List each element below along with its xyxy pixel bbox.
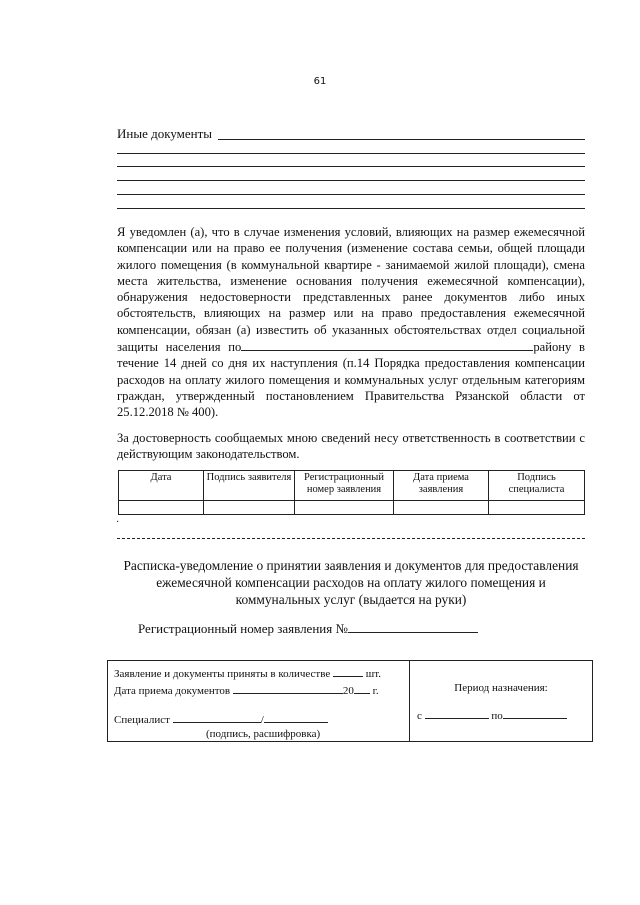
period-row	[417, 706, 567, 722]
accepted-unit: шт.	[365, 668, 381, 680]
notice-text-by: по	[228, 340, 242, 355]
column-specialist-signature: Подпись специалиста	[489, 471, 585, 501]
column-date: Дата	[119, 471, 204, 501]
blank-line	[117, 166, 585, 167]
notice-text-part1: Я уведомлен (а), что в случае изменения условий, влияющих на размер ежемесячной компенсации или на право ее получения (изменение состава семьи, общей площади жилого помещения (в коммунальной квартире - занимаемой жилой площади), смена места жительства, изменение основания получения ежемесячной компенсации), обнаружения недостоверности представленных ранее документов либо иных обстоятельств, влияющих на размер или на право предоставления ежемесячной компенсации, обязан (а) известить об указанных обстоятельствах отдел социальной защиты населения	[117, 225, 585, 355]
accepted-label: Заявление и документы приняты в количестве	[114, 668, 331, 680]
table-cell	[119, 501, 204, 515]
notice-paragraph	[117, 224, 585, 421]
other-documents-label: Иные документы	[117, 126, 213, 141]
receipt-box-right	[410, 661, 592, 741]
registration-number-line	[138, 620, 478, 637]
district-blank	[241, 338, 533, 351]
notice-text-part2: району в течение 14 дней со дня их наступления (п.14 Порядка предоставления компенсации расходов на оплату жилого помещения и коммунальных услуг отдельным категориям граждан, утвержденный постановлением Правительства Рязанской области от 25.12.2018 № 400).	[117, 340, 585, 420]
table-cell	[204, 501, 295, 515]
column-applicant-signature: Подпись заявителя	[204, 471, 295, 501]
signature-table	[118, 470, 585, 515]
receipt-box	[107, 660, 593, 742]
table-cell	[295, 501, 394, 515]
registration-number-label: Регистрационный номер заявления №	[138, 621, 348, 636]
blank-line	[117, 180, 585, 181]
blank-line	[117, 208, 585, 209]
blank-line	[218, 139, 585, 140]
table-cell	[489, 501, 585, 515]
page-number: 61	[313, 76, 327, 87]
from-date-blank	[425, 706, 489, 719]
accept-date-row	[114, 681, 404, 698]
year-suffix: г.	[372, 685, 379, 697]
from-label: с	[417, 710, 422, 722]
slash-separator: /	[260, 714, 264, 726]
year-prefix: 20	[342, 685, 354, 697]
signature-caption: (подпись, расшифровка)	[206, 728, 321, 740]
stray-mark: ·	[116, 517, 120, 528]
blank-line	[117, 153, 585, 154]
table-cell	[394, 501, 489, 515]
specialist-row	[114, 710, 404, 727]
count-blank	[333, 664, 363, 677]
year-blank	[354, 681, 370, 694]
blank-line	[117, 194, 585, 195]
date-blank	[233, 681, 343, 694]
column-registration-number: Регистрационный номер заявления	[295, 471, 394, 501]
period-title: Период назначения:	[454, 682, 548, 694]
to-label: по	[491, 710, 503, 722]
responsibility-text: За достоверность сообщаемых мною сведений несу ответственность в соответствии с действующим законодательством.	[117, 431, 585, 462]
date-label: Дата приема документов	[114, 685, 231, 697]
accepted-count-row	[114, 664, 404, 681]
specialist-signature-blank	[173, 710, 261, 723]
receipt-box-left	[114, 664, 404, 741]
specialist-label: Специалист	[114, 714, 170, 726]
cut-line	[117, 538, 585, 539]
responsibility-paragraph	[117, 430, 585, 463]
specialist-name-blank	[264, 710, 328, 723]
to-date-blank	[503, 706, 567, 719]
receipt-title: Расписка-уведомление о принятии заявления и документов для предоставления ежемесячной компенсации расходов на оплату жилого помещения и коммунальных услуг (выдается на руки)	[123, 558, 579, 607]
registration-number-blank	[348, 620, 478, 633]
column-acceptance-date: Дата приема заявления	[394, 471, 489, 501]
